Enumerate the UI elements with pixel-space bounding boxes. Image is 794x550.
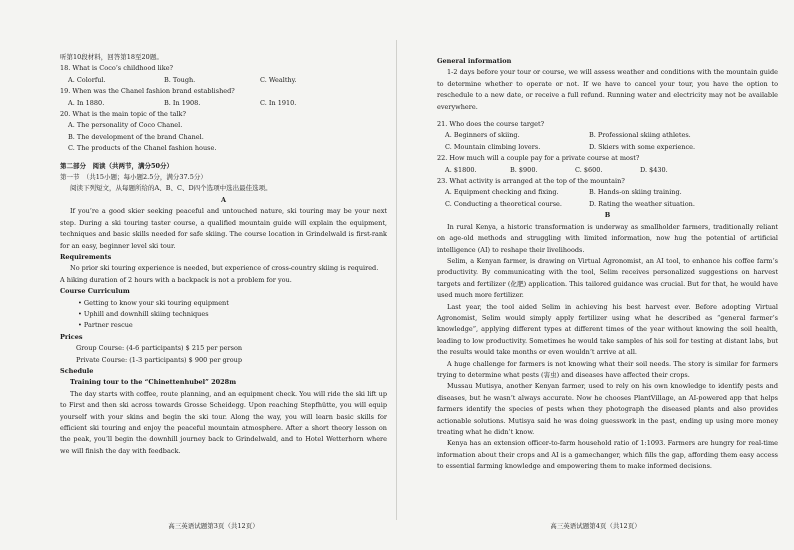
q21-options-row2 bbox=[437, 142, 778, 153]
q23-option-c: C. Conducting a theoretical course. bbox=[445, 199, 562, 208]
passage-b-para-2: Selim, a Kenyan farmer, is drawing on Virtual Agronomist, an AI tool, to enhance his coffee farm’s productivity. By communicating with the tool, Selim receives personalized suggestions on harvest targets and fertilizer (化肥) application. This tailored guidance was crucial. But for that, he would have used much more fertilizer. bbox=[437, 256, 778, 300]
q23-option-a: A. Equipment checking and fixing. bbox=[445, 188, 559, 197]
schedule-text: The day starts with coffee, route planning, and an equipment check. You will ride the ski lift up to First and then ski across towards Grosse Scheidegg. Upon reaching Stepfhütte, you will equip yourself with your skins and begin the ski tour. Along the way, you will learn basic skills for efficient ski touring and enjoy the peaceful mountain atmosphere. After a short theory lesson on the peak, you’ll begin the downhill journey back to Grindelwald, and to Hotel Wetterhorn where we will finish the day with feedback. bbox=[60, 389, 387, 455]
price-group: Group Course: (4-6 participants) $ 215 per person bbox=[76, 344, 243, 353]
general-info-text: 1-2 days before your tour or course, we will assess weather and conditions with the mountain guide to determine whether to operate or not. If we have to cancel your tour, you have the option to reschedule to a new date, or receive a full refund. Running water and electricity may not be available everywhere. bbox=[437, 68, 778, 111]
section1-title: 第一节 （共15小题；每小题2.5分，满分37.5分） bbox=[60, 173, 207, 182]
passage-b-label: B bbox=[604, 211, 611, 220]
q23-stem: 23. What activity is arranged at the top of the mountain? bbox=[437, 177, 625, 186]
q19-stem: 19. When was the Chanel fashion brand established? bbox=[60, 87, 235, 96]
right-page bbox=[397, 0, 794, 550]
curriculum-item: • Uphill and downhill skiing techniques bbox=[78, 309, 209, 318]
q20-option-c: C. The products of the Chanel fashion house. bbox=[68, 144, 217, 153]
q23-options-row2 bbox=[437, 199, 778, 210]
curriculum-item: • Partner rescue bbox=[78, 321, 133, 330]
q22-option-a: A. $1800. bbox=[445, 165, 477, 174]
page-footer-right: 高三英语试题第4页（共12页） bbox=[550, 522, 641, 530]
passage-b-para-4: A huge challenge for farmers is not knowing what their soil needs. The story is similar for farmers trying to determine what pests (害虫) and diseases have affected their crops. bbox=[437, 359, 778, 379]
q23-options-row1 bbox=[437, 187, 778, 198]
q18-options bbox=[60, 75, 387, 86]
section1-instructions: 阅读下列短文，从每题所给的A、B、C、D四个选项中选出最佳选项。 bbox=[70, 184, 272, 193]
listening-intro: 听第10段材料，回答第18至20题。 bbox=[60, 53, 163, 61]
q21-stem: 21. Who does the course target? bbox=[437, 120, 545, 129]
q19-option-b: B. In 1908. bbox=[164, 98, 201, 107]
schedule-heading: Schedule bbox=[60, 366, 94, 375]
page-footer-left: 高三英语试题第3页（共12页） bbox=[168, 522, 259, 530]
passage-a-label: A bbox=[220, 195, 227, 204]
part2-title: 第二部分 阅读（共两节，满分50分） bbox=[60, 161, 174, 170]
q21-option-b: B. Professional skiing athletes. bbox=[589, 131, 691, 140]
q22-stem: 22. How much will a couple pay for a private course at most? bbox=[437, 154, 640, 163]
passage-b-para-1: In rural Kenya, a historic transformation is underway as smallholder farmers, traditionally reliant on age-old methods and struggling with limited information, now hug the potential of artificial intelligence (AI) to reshape their livelihoods. bbox=[437, 222, 778, 254]
q21-option-d: D. Skiers with some experience. bbox=[589, 142, 696, 151]
q22-option-d: D. $430. bbox=[640, 165, 668, 174]
passage-b-para-3: Last year, the tool aided Selim in achieving his best harvest ever. Before adopting Virtual Agronomist, Selim would simply apply fertilizer using what he described as “general farmer’s knowledge”, applying different types at different times of the year without knowing the soil health, leading to low productivity. Sometimes he would take samples of his soil for testing at distant labs, but the results would take months or even wouldn’t arrive at all. bbox=[437, 302, 778, 357]
price-private: Private Course: (1-3 participants) $ 900 per group bbox=[76, 355, 243, 364]
general-info-heading: General information bbox=[437, 57, 512, 65]
q18-stem: 18. What is Coco’s childhood like? bbox=[60, 64, 174, 73]
passage-b-para-5: Mussau Mutisya, another Kenyan farmer, used to rely on his own knowledge to identify pests and diseases, but he wasn’t always accurate. Now he chooses PlantVillage, an AI-powered app that helps farmers identify the species of pests when they photograph the diseased plants and also provides actionable solutions. Mutisya said he was doing guesswork in the past, ending up using more money treating what he didn’t know. bbox=[437, 382, 778, 436]
requirements-heading: Requirements bbox=[60, 252, 112, 261]
curriculum-item: • Getting to know your ski touring equipment bbox=[78, 298, 229, 307]
prices-heading: Prices bbox=[60, 332, 83, 341]
q18-option-b: B. Tough. bbox=[164, 75, 196, 84]
q21-options-row1 bbox=[437, 130, 778, 141]
requirement-1: No prior ski touring experience is needed, but experience of cross-country skiing is required. bbox=[70, 264, 379, 273]
q22-options bbox=[437, 165, 778, 176]
q21-option-a: A. Beginners of skiing. bbox=[445, 131, 520, 140]
q21-option-c: C. Mountain climbing lovers. bbox=[445, 142, 541, 151]
q19-options bbox=[60, 98, 387, 109]
q20-option-a: A. The personality of Coco Chanel. bbox=[68, 121, 183, 130]
q18-option-c: C. Wealthy. bbox=[260, 75, 297, 84]
q20-option-b: B. The development of the brand Chanel. bbox=[68, 132, 204, 141]
training-tour-title: Training tour to the “Chinettenhubel” 2028m bbox=[70, 378, 237, 387]
q22-option-b: B. $900. bbox=[510, 165, 538, 174]
q20-stem: 20. What is the main topic of the talk? bbox=[60, 110, 186, 119]
q18-option-a: A. Colorful. bbox=[68, 75, 106, 84]
requirement-2: A hiking duration of 2 hours with a backpack is not a problem for you. bbox=[60, 275, 292, 284]
q22-option-c: C. $600. bbox=[575, 165, 603, 174]
q19-option-c: C. In 1910. bbox=[260, 98, 297, 107]
curriculum-heading: Course Curriculum bbox=[60, 287, 130, 296]
q23-option-d: D. Rating the weather situation. bbox=[589, 199, 695, 208]
q23-option-b: B. Hands-on skiing training. bbox=[589, 188, 682, 197]
passage-a-intro: If you’re a good skier seeking peaceful and untouched nature, ski touring may be your next step. During a ski touring taster course, a qualified mountain guide will explain the equipment, techniques and basic skills needed for safe skiing. The course location in Grindelwald is first-rank for an easy, beginner level ski tour. bbox=[60, 207, 387, 250]
q19-option-a: A. In 1880. bbox=[68, 98, 105, 107]
passage-b-para-6: Kenya has an extension officer-to-farm household ratio of 1:1093. Farmers are hungry for real-time information about their crops and AI is a gamechanger, which fills the gap, affording them easy access to essential farming knowledge and empowering them to make informed decisions. bbox=[437, 439, 778, 471]
